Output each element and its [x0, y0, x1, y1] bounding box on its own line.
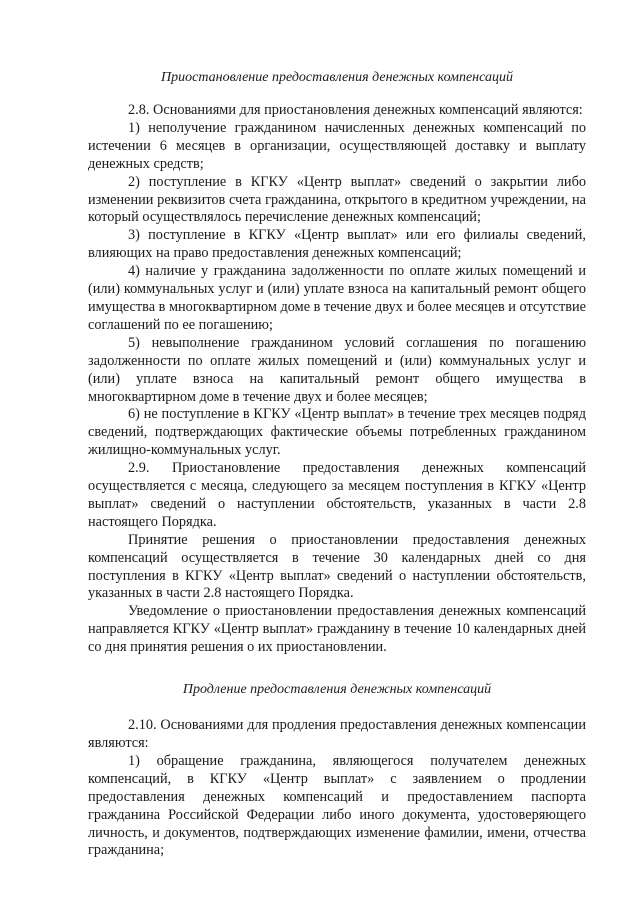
- paragraph: 1) обращение гражданина, являющегося получателем денежных компенсаций, в КГКУ «Центр выплат» с заявлением о продлении предоставления денежных компенсаций и предоставлением паспорта гражданина Российской Федерации либо иного документа, удостоверяющего личность, и документов, подтверждающих изменение фамилии, имени, отчества гражданина;: [88, 752, 586, 859]
- section-heading-extension: Продление предоставления денежных компенсаций: [182, 682, 492, 698]
- paragraph: 4) наличие у гражданина задолженности по оплате жилых помещений и (или) коммунальных услуг и (или) уплате взноса на капитальный ремонт общего имущества в многоквартирном доме в течение двух и более месяцев и отсутствие соглашений по ее погашению;: [88, 263, 586, 333]
- paragraph: 6) не поступление в КГКУ «Центр выплат» в течение трех месяцев подряд сведений, подтверждающих фактические объемы потребленных гражданином жилищно-коммунальных услуг.: [88, 406, 586, 459]
- paragraph: 1) неполучение гражданином начисленных денежных компенсаций по истечении 6 месяцев в организации, осуществляющей доставку и выплату денежных средств;: [88, 119, 586, 172]
- paragraph: 2) поступление в КГКУ «Центр выплат» сведений о закрытии либо изменении реквизитов счета гражданина, открытого в кредитном учреждении, на который осуществлялось перечисление денежных компенсаций;: [88, 173, 586, 226]
- section-body-extension: [88, 717, 586, 860]
- section-heading-suspension: Приостановление предоставления денежных компенсаций: [161, 70, 513, 85]
- paragraph: 3) поступление в КГКУ «Центр выплат» или его филиалы сведений, влияющих на право предоставления денежных компенсаций;: [88, 227, 586, 262]
- section-body-suspension: [88, 102, 586, 657]
- paragraph: 2.10. Основаниями для продления предоставления денежных компенсации являются:: [88, 717, 586, 751]
- paragraph: 2.9. Приостановление предоставления денежных компенсаций осуществляется с месяца, следующего за месяцем поступления в КГКУ «Центр выплат» сведений о наступлении обстоятельств, указанных в части 2.8 настоящего Порядка.: [88, 460, 586, 530]
- paragraph: 5) невыполнение гражданином условий соглашения по погашению задолженности по оплате жилых помещений и (или) коммунальных услуг и (или) уплате взноса на капитальный ремонт общего имущества в многоквартирном доме в течение двух и более месяцев;: [88, 334, 586, 405]
- paragraph: Принятие решения о приостановлении предоставления денежных компенсаций осуществляется в течение 30 календарных дней со дня поступления в КГКУ «Центр выплат» сведений о наступлении обстоятельств, указанных в части 2.8 настоящего Порядка.: [88, 531, 586, 602]
- paragraph: 2.8. Основаниями для приостановления денежных компенсаций являются:: [128, 102, 583, 118]
- paragraph: Уведомление о приостановлении предоставления денежных компенсаций направляется КГКУ «Центр выплат» гражданину в течение 10 календарных дней со дня принятия решения о их приостановлении.: [88, 603, 586, 656]
